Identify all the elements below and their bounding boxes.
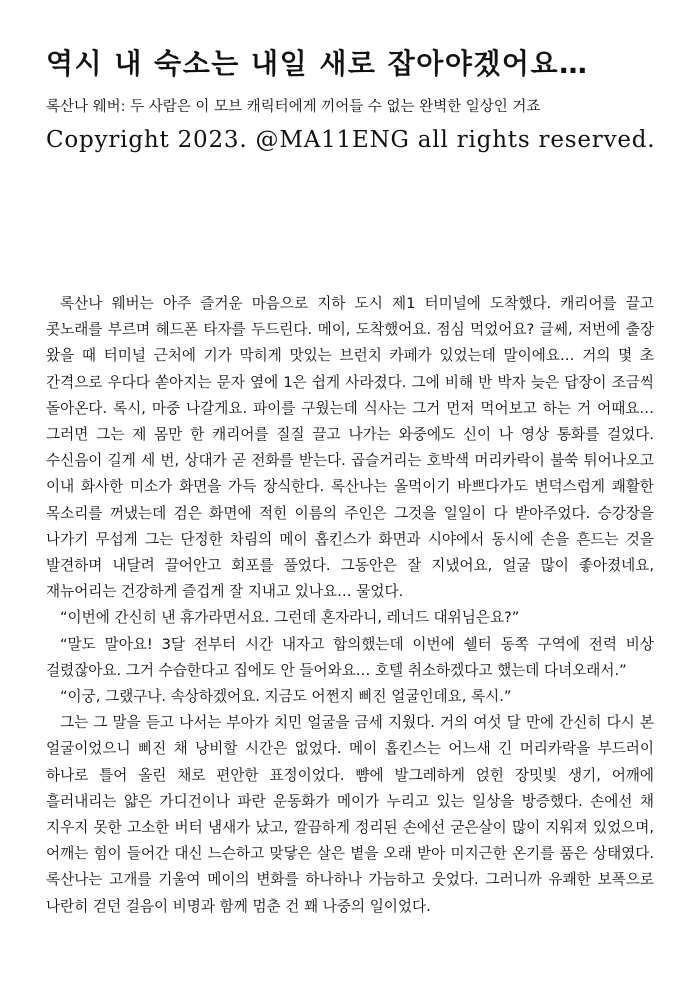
paragraph: 록산나 웨버는 아주 즐거운 마음으로 지하 도시 제1 터미널에 도착했다. 캐리어를 끌고 콧노래를 부르며 헤드폰 타자를 두드린다. 메이, 도착했어요. 점심 먹었어요? 글쎄, 저번에 출장 왔을 때 터미널 근처에 기가 막히게 맛있는 브런치 카페가 있었는데 말이에요… 거의 몇 초 간격으로 우다다 쏟아지는 문자 옆에 1은 쉽게 사라졌다. 그에 비해 반 박자 늦은 답장이 조금씩 돌아온다. 록시, 마중 나갈게요. 파이를 구웠는데 식사는 그거 먼저 먹어보고 하는 거 어때요… 그러면 그는 제 몸만 한 캐리어를 질질 끌고 나가는 와중에도 신이 나 영상 통화를 걸었다. 수신음이 길게 세 번, 상대가 곧 전화를 받는다. 곱슬거리는 호박색 머리카락이 불쑥 튀어나오고 이내 화사한 미소가 화면을 가득 장식한다. 록산나는 올먹이기 바쁘다가도 변덕스럽게 쾌활한 목소리를 꺼냈는데 검은 화면에 적힌 이름의 주인은 그것을 일일이 다 받아주었다. 승강장을 나가기 무섭게 그는 단정한 차림의 메이 홉킨스가 화면과 시야에서 동시에 손을 흔드는 것을 발견하며 내달려 끌어안고 회포를 풀었다. 그동안은 잘 지냈어요, 얼굴 많이 좋아졌네요, 재뉴어리는 건강하게 즐겁게 잘 지내고 있나요… 물었다.	[46, 295, 654, 601]
paragraph: “이번에 간신히 낸 휴가라면서요. 그런데 혼자라니, 레너드 대위님은요?”	[60, 609, 520, 627]
copyright-line: Copyright 2023. @MA11ENG all rights reserved.	[46, 127, 656, 153]
page-title: 역시 내 숙소는 내일 새로 잡아야겠어요…	[46, 47, 589, 80]
paragraph: 그는 그 말을 듣고 나서는 부아가 치민 얼굴을 금세 지웠다. 거의 여섯 달 만에 간신히 다시 본 얼굴이었으니 삐진 채 낭비할 시간은 없었다. 메이 홉킨스는 어느새 긴 머리카락을 부드러이 하나로 틀어 올린 채로 편안한 표정이었다. 뺨에 발그레하게 얹힌 장밋빛 생기, 어깨에 흘러내리는 얇은 가디건이나 파란 운동화가 메이가 누리고 있는 일상을 방증했다. 손에선 채 지우지 못한 고소한 버터 냄새가 났고, 깔끔하게 정리된 손에선 굳은살이 많이 지워져 있었으며, 어깨는 힘이 들어간 대신 느슨하고 맞닿은 살은 볕을 오래 받아 미지근한 온기를 품은 상태였다. 록산나는 고개를 기울여 메이의 변화를 하나하나 가늠하고 웃었다. 그러니까 유쾌한 보폭으로 나란히 걷던 걸음이 비명과 함께 멈춘 건 꽤 나중의 일이었다.	[46, 714, 654, 915]
paragraph: “이궁, 그랬구나. 속상하겠어요. 지금도 어쩐지 삐진 얼굴인데요, 록시.”	[60, 688, 512, 706]
paragraph: “말도 말아요! 3달 전부터 시간 내자고 합의했는데 이번에 쉘터 동쪽 구역에 전력 비상 걸렸잖아요. 그거 수습한다고 집에도 안 들어와요… 호텔 취소하겠다고 했는데 다녀오래서.”	[46, 635, 654, 679]
page-subtitle: 록산나 웨버: 두 사람은 이 모브 캐릭터에게 끼어들 수 없는 완벽한 일상인 거죠	[46, 99, 541, 115]
story-body	[46, 291, 654, 920]
